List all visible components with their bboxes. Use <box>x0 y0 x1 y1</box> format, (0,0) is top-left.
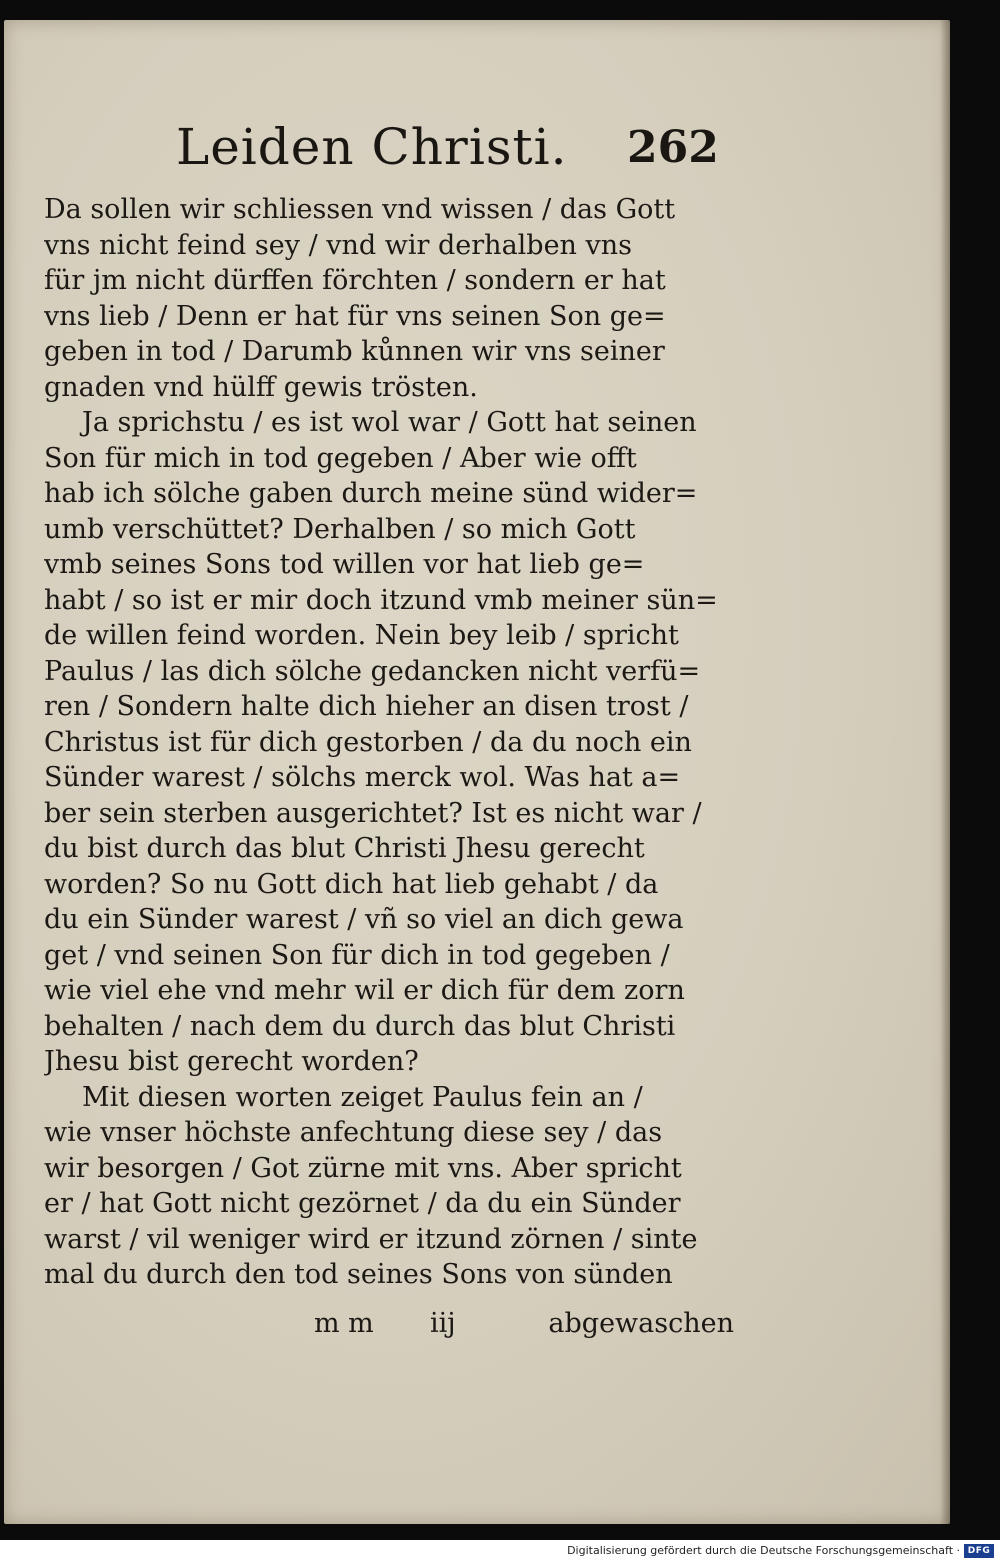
signature-mark: m m <box>314 1308 374 1339</box>
text-line: vmb seines Sons tod willen vor hat lieb ge= <box>44 549 645 580</box>
text-line: du bist durch das blut Christi Jhesu gerecht <box>44 833 645 864</box>
text-line: für jm nicht dürffen förchten / sondern er hat <box>44 265 666 296</box>
text-line: wir besorgen / Got zürne mit vns. Aber spricht <box>44 1152 682 1184</box>
page-number: 262 <box>627 122 719 173</box>
text-line: umb verschüttet? Derhalben / so mich Gott <box>44 513 636 545</box>
text-line: vns nicht feind sey / vnd wir derhalben vns <box>44 229 633 261</box>
dfg-logo-icon: DFG <box>964 1544 994 1558</box>
body-text <box>44 192 744 1293</box>
text-line: worden? So nu Gott dich hat lieb gehabt / da <box>44 868 659 900</box>
text-line: get / vnd seinen Son für dich in tod gegeben / <box>44 939 670 971</box>
text-line: warst / vil weniger wird er itzund zörnen / sinte <box>44 1223 698 1255</box>
running-title: Leiden Christi. <box>176 118 568 176</box>
text-line: er / hat Gott nicht gezörnet / da du ein Sünder <box>44 1188 681 1219</box>
text-line: behalten / nach dem du durch das blut Christi <box>44 1010 676 1042</box>
text-line: de willen feind worden. Nein bey leib / spricht <box>44 620 679 651</box>
text-line: habt / so ist er mir doch itzund vmb meiner sün= <box>44 584 718 616</box>
text-line: du ein Sünder warest / vñ so viel an dich gewa <box>44 904 684 935</box>
text-line: ren / Sondern halte dich hieher an disen trost / <box>44 691 689 722</box>
text-line: wie vnser höchste anfechtung diese sey / das <box>44 1117 663 1148</box>
text-line: Ja sprichstu / es ist wol war / Gott hat seinen <box>82 407 697 438</box>
catchword: abgewaschen <box>548 1308 734 1339</box>
text-line: gnaden vnd hülff gewis trösten. <box>44 371 478 403</box>
text-line: hab ich sölche gaben durch meine sünd wider= <box>44 478 698 509</box>
text-line: Son für mich in tod gegeben / Aber wie offt <box>44 442 637 474</box>
text-line: geben in tod / Darumb kůnnen wir vns seiner <box>44 336 665 367</box>
digitization-credit-bar <box>0 1540 1000 1562</box>
text-line: mal du durch den tod seines Sons von sünden <box>44 1259 673 1290</box>
page-footer-line <box>44 1304 734 1344</box>
text-line: vns lieb / Denn er hat für vns seinen Son ge= <box>44 300 666 332</box>
text-line: Mit diesen worten zeiget Paulus fein an / <box>82 1081 643 1113</box>
text-line: wie viel ehe vnd mehr wil er dich für dem zorn <box>44 975 685 1006</box>
signature-number: iij <box>430 1308 456 1339</box>
credit-text: Digitalisierung gefördert durch die Deutsche Forschungsgemeinschaft · <box>567 1544 960 1557</box>
text-line: Christus ist für dich gestorben / da du noch ein <box>44 726 692 758</box>
book-page <box>4 20 950 1524</box>
text-line: Jhesu bist gerecht worden? <box>44 1046 419 1077</box>
text-line: Sünder warest / sölchs merck wol. Was hat a= <box>44 762 681 793</box>
text-line: Paulus / las dich sölche gedancken nicht verfü= <box>44 655 701 687</box>
text-line: Da sollen wir schliessen vnd wissen / das Gott <box>44 194 676 225</box>
text-line: ber sein sterben ausgerichtet? Ist es nicht war / <box>44 797 702 829</box>
